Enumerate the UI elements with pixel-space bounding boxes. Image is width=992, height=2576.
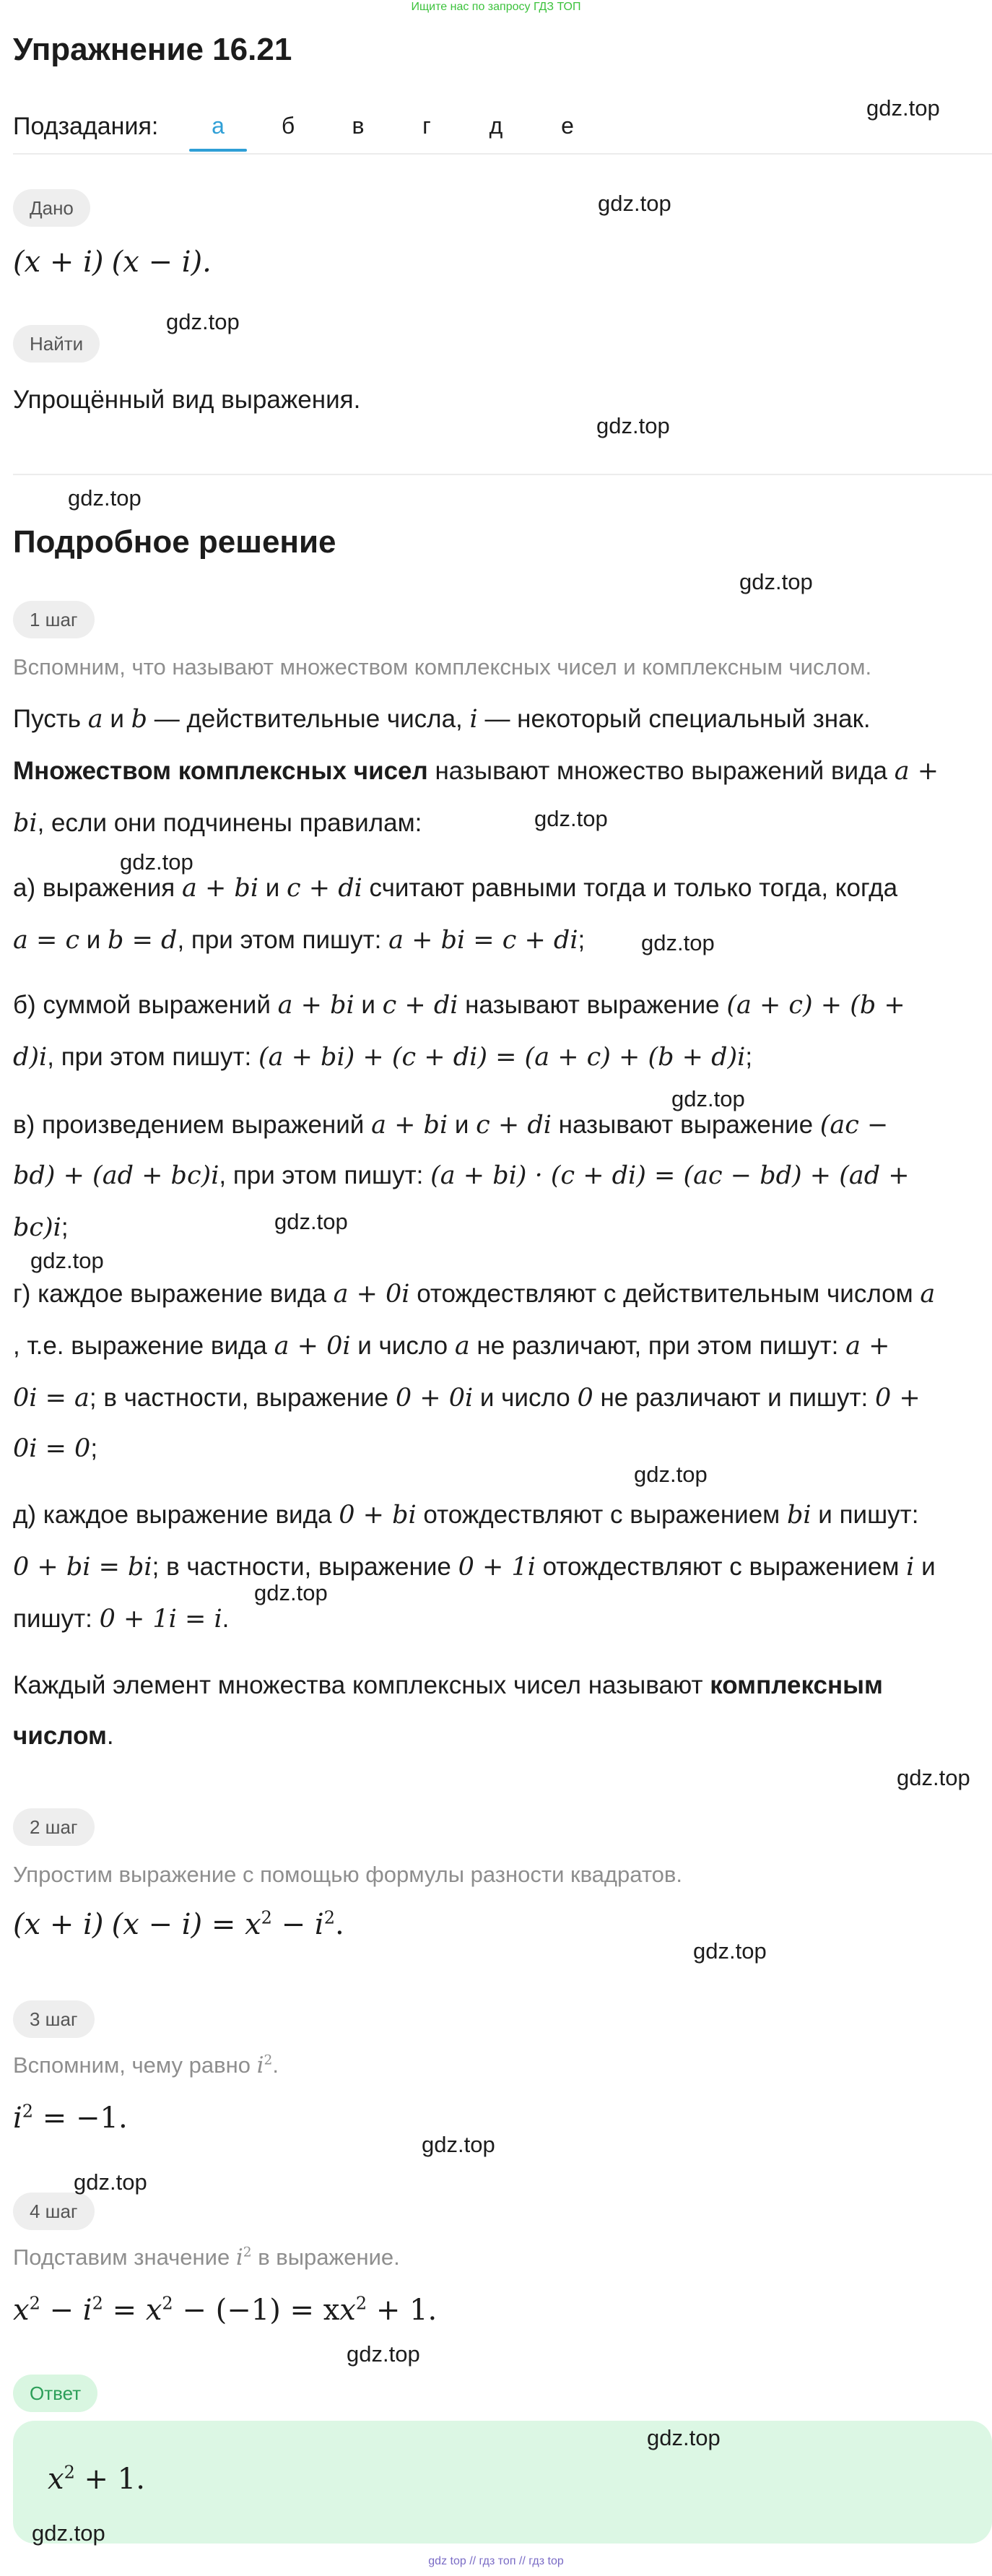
step-4-badge: 4 шаг [13,2193,95,2230]
step-3-hint: Вспомним, чему равно $i^2$. [13,2052,279,2078]
text-line: б) суммой выражений a + bi и c + di называют выражение (a + c) + (b + [13,991,905,1020]
subtasks-label: Подзадания: [13,113,159,140]
watermark: gdz.top [739,569,813,594]
tab-b[interactable]: б [281,113,295,139]
step-2-badge: 2 шаг [13,1808,95,1846]
active-tab-indicator [189,149,247,152]
text-line: bd) + (ad + bc)i, при этом пишут: (a + bi) · (c + di) = (ac − bd) + (ad + [13,1161,910,1190]
watermark: gdz.top [634,1462,708,1487]
text-line: Пусть a и b — действительные числа, i — некоторый специальный знак. [13,705,871,734]
watermark: gdz.top [897,1765,970,1790]
watermark: gdz.top [671,1086,745,1111]
watermark: gdz.top [30,1248,104,1273]
text-line: а) выражения a + bi и c + di считают равными тогда и только тогда, когда [13,874,898,903]
text-line: г) каждое выражение вида a + 0i отождествляют с действительным числом a [13,1280,936,1309]
watermark: gdz.top [693,1938,767,1964]
watermark: gdz.top [166,309,240,334]
step-3-badge: 3 шаг [13,2000,95,2038]
find-badge: Найти [13,325,100,363]
step-2-formula: (x + i) $(x - i) = x^2 - i^2$. [13,1907,344,1941]
watermark: gdz.top [274,1209,348,1234]
tab-e[interactable]: е [561,113,574,139]
footer: gdz top // гдз топ // гдз top [428,2555,564,2567]
watermark: gdz.top [74,2169,147,2195]
text-line: a = c и b = d, при этом пишут: a + bi = c + di; [13,926,586,955]
given-badge: Дано [13,189,90,227]
text-line: d)i, при этом пишут: (a + bi) + (c + di) = (a + c) + (b + d)i; [13,1043,753,1072]
watermark: gdz.top [534,806,608,831]
tab-d[interactable]: д [489,113,503,139]
section-divider [13,474,992,475]
solution-title: Подробное решение [13,524,336,560]
tab-a[interactable]: а [212,113,225,139]
tab-g[interactable]: г [422,113,431,139]
page-title: Упражнение 16.21 [13,32,292,67]
text-line: Каждый элемент множества комплексных чисел называют комплексным [13,1671,883,1699]
text-line: пишут: 0 + 1i = i. [13,1605,230,1634]
watermark: gdz.top [32,2520,105,2546]
answer-badge: Ответ [13,2375,97,2412]
watermark: gdz.top [68,485,142,511]
text-line: bi, если они подчинены правилам: [13,809,422,838]
tab-v[interactable]: в [352,113,365,139]
step-1-hint: Вспомним, что называют множеством комплексных чисел и комплексным числом. [13,654,872,680]
text-line: 0i = a; в частности, выражение 0 + 0i и число 0 не различают и пишут: 0 + [13,1384,921,1413]
watermark: gdz.top [866,95,940,121]
answer-expression: $x^2 + 1$. [48,2462,145,2496]
watermark: gdz.top [254,1580,328,1605]
answer-box [13,2421,992,2544]
text-line: в) произведением выражений a + bi и c + di называют выражение (ac − [13,1111,889,1140]
text-line: bc)i; [13,1213,69,1242]
watermark: gdz.top [647,2425,721,2450]
step-4-formula: $x^2 - i^2 = x^2 - (-1) = xx^2 + 1$. [13,2293,438,2327]
step-3-formula: $i^2 = -1$. [13,2101,128,2135]
watermark: gdz.top [598,191,671,216]
top-banner: Ищите нас по запросу ГДЗ ТОП [411,1,581,13]
step-1-badge: 1 шаг [13,601,95,638]
step-2-hint: Упростим выражение с помощью формулы разности квадратов. [13,1862,682,1887]
text-line: 0i = 0; [13,1434,98,1463]
text-line: , т.е. выражение вида a + 0i и число a не различают, при этом пишут: a + [13,1332,890,1361]
watermark: gdz.top [120,849,193,875]
step-4-hint: Подставим значение $i^2$ в выражение. [13,2245,400,2271]
watermark: gdz.top [422,2132,495,2157]
find-text: Упрощённый вид выражения. [13,386,361,414]
watermark: gdz.top [347,2341,420,2367]
given-expression: (x + i) (x − i). [13,246,212,279]
text-line: 0 + bi = bi; в частности, выражение 0 + 1i отождествляют с выражением i и [13,1553,936,1582]
text-line: Множеством комплексных чисел называют множество выражений вида a + [13,757,939,786]
text-line: д) каждое выражение вида 0 + bi отождествляют с выражением bi и пишут: [13,1501,919,1530]
tabs-divider [13,153,992,155]
text-line: числом. [13,1722,114,1750]
watermark: gdz.top [641,930,715,955]
watermark: gdz.top [596,413,670,438]
